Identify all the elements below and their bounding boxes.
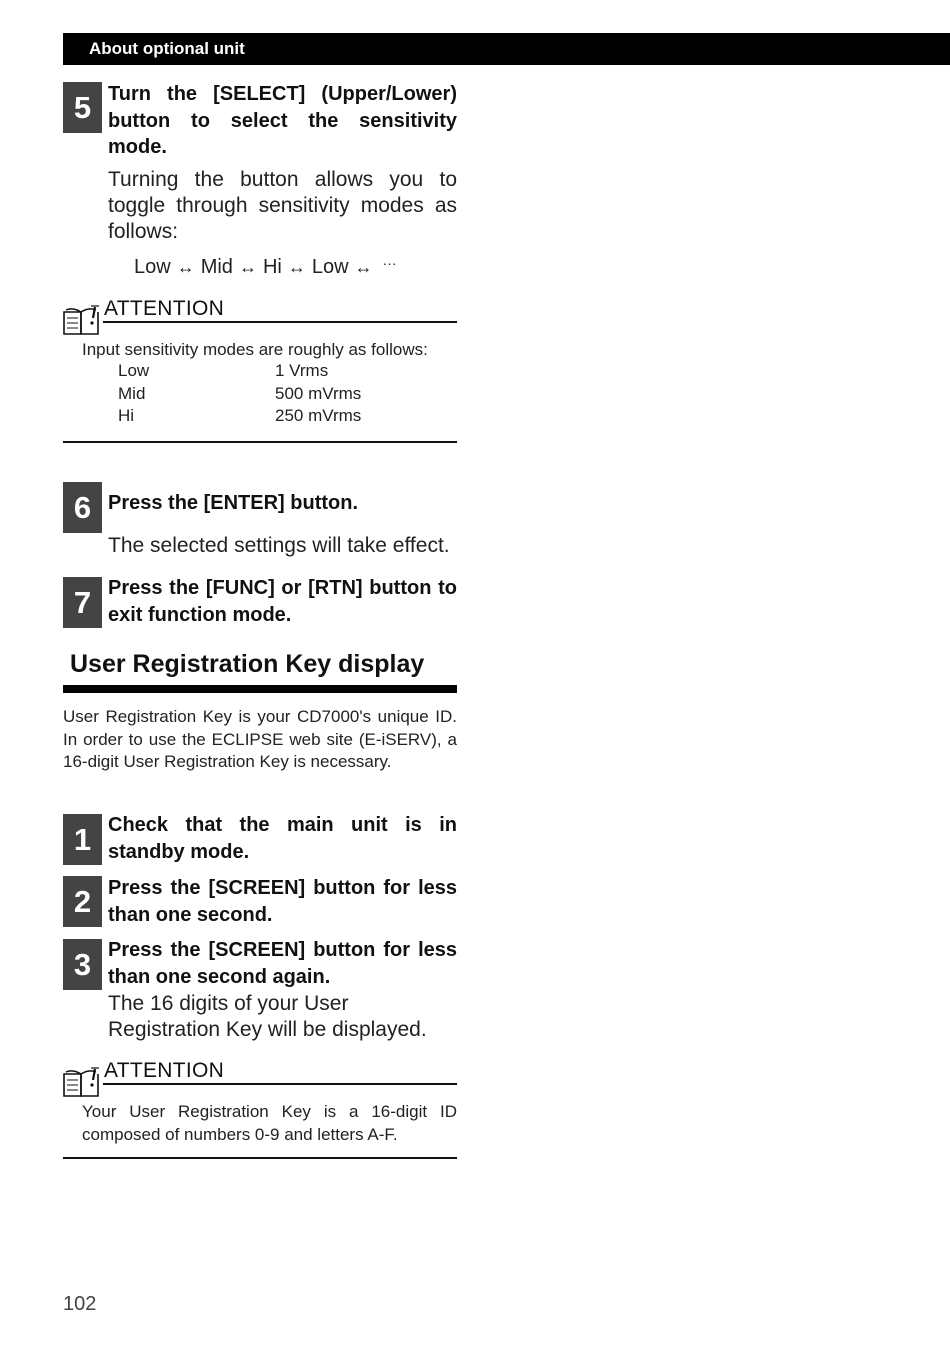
section-title: User Registration Key display bbox=[70, 650, 425, 678]
step-6-body: The selected settings will take effect. bbox=[108, 534, 450, 557]
step-6-title: Press the [ENTER] button. bbox=[108, 492, 359, 514]
sequence-item: Hi bbox=[262, 256, 282, 278]
step-2-title: Press the [SCREEN] button for less than one second. bbox=[108, 877, 457, 926]
sensitivity-value-mid: 500 mVrms bbox=[275, 384, 362, 403]
attention-bottom-rule bbox=[63, 441, 457, 443]
sensitivity-mode-hi: Hi bbox=[118, 406, 135, 425]
sequence-item: Low bbox=[134, 256, 171, 278]
header-title: About optional unit bbox=[89, 39, 245, 58]
step-number-1: 1 bbox=[63, 814, 102, 865]
sensitivity-sequence bbox=[134, 255, 397, 279]
sequence-item: Low bbox=[311, 256, 349, 278]
step-3-body: The 16 digits of your User Registration Key will be displayed. bbox=[108, 992, 427, 1041]
attention-divider bbox=[103, 1083, 457, 1085]
sensitivity-mode-low: Low bbox=[118, 361, 150, 380]
sensitivity-mode-mid: Mid bbox=[118, 384, 146, 403]
step-number-2: 2 bbox=[63, 876, 102, 927]
page-number: 102 bbox=[63, 1293, 97, 1315]
section-rule bbox=[63, 685, 457, 693]
attention-book-icon bbox=[62, 304, 102, 336]
attention-text: Input sensitivity modes are roughly as follows: bbox=[82, 340, 428, 359]
sensitivity-value-low: 1 Vrms bbox=[275, 361, 329, 380]
step-7-title: Press the [FUNC] or [RTN] button to exit function mode. bbox=[108, 577, 457, 626]
attention-book-icon bbox=[62, 1066, 102, 1098]
sequence-ellipsis: ··· bbox=[382, 255, 397, 271]
step-5-body: Turning the button allows you to toggle through sensitivity modes as follows: bbox=[108, 168, 457, 243]
step-number-7: 7 bbox=[63, 577, 102, 628]
step-1-title: Check that the main unit is in standby mode. bbox=[108, 814, 457, 863]
sensitivity-value-hi: 250 mVrms bbox=[275, 406, 362, 425]
step-5-title bbox=[108, 81, 457, 161]
section-intro: User Registration Key is your CD7000's unique ID. In order to use the ECLIPSE web site (E-iSERV), a 16-digit User Registration Key is necessary. bbox=[63, 707, 457, 772]
section-header-bar bbox=[63, 33, 950, 65]
step-3-title: Press the [SCREEN] button for less than one second again. bbox=[108, 939, 457, 988]
step-number-6: 6 bbox=[63, 482, 102, 533]
attention-divider bbox=[103, 321, 457, 323]
step-number-3: 3 bbox=[63, 939, 102, 990]
sequence-item: Mid bbox=[200, 256, 233, 278]
sequence-arrow: ↔ bbox=[176, 257, 195, 277]
attention-bottom-rule bbox=[63, 1157, 457, 1159]
sequence-arrow: ↔ bbox=[238, 257, 257, 277]
sequence-arrow: ↔ bbox=[354, 257, 373, 277]
step-number-5: 5 bbox=[63, 82, 102, 133]
step-5-title-text: Turn the [SELECT] (Upper/Lower) button to select the sensitivity mode. bbox=[108, 83, 457, 158]
sequence-arrow: ↔ bbox=[287, 257, 306, 277]
attention-text: Your User Registration Key is a 16-digit ID composed of numbers 0-9 and letters A-F. bbox=[82, 1102, 457, 1144]
attention-label: ATTENTION bbox=[104, 297, 225, 320]
attention-label: ATTENTION bbox=[104, 1059, 225, 1082]
